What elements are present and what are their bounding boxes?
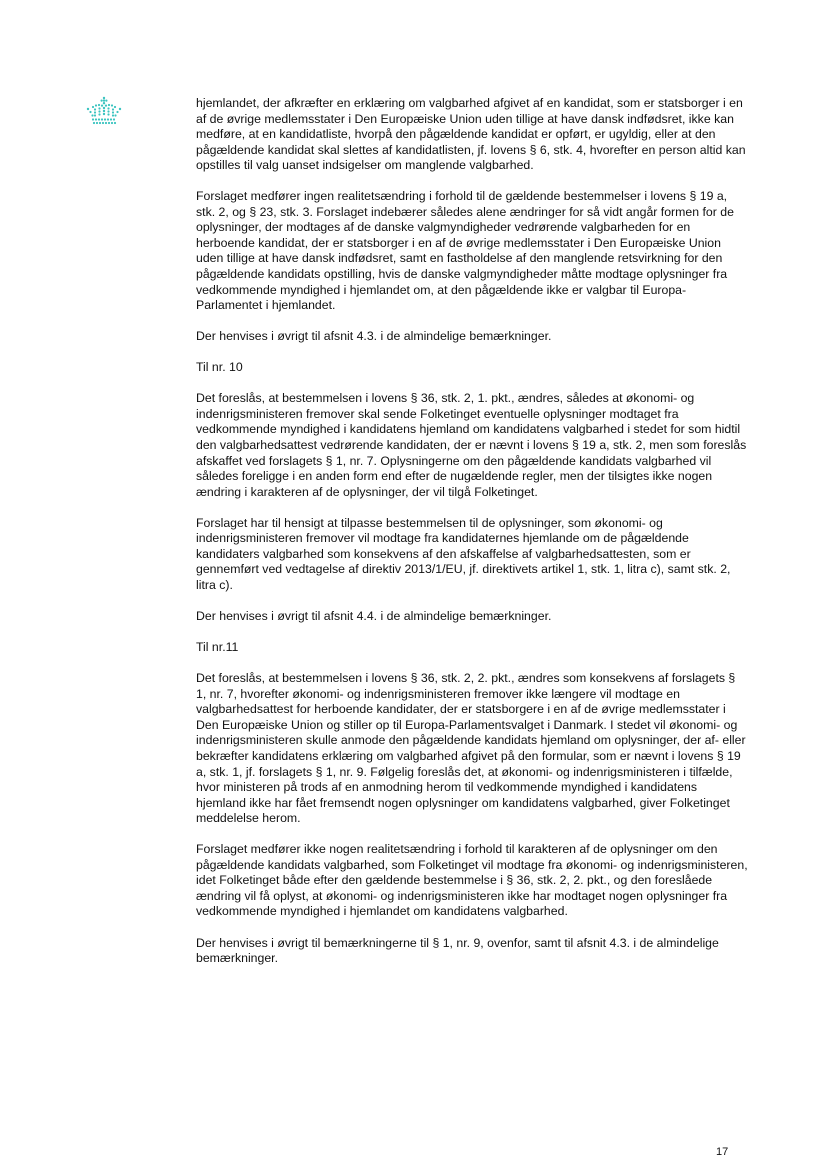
royal-crown-icon (84, 96, 124, 132)
section-heading: Til nr.11 (196, 640, 239, 655)
paragraph: hjemlandet, der afkræfter en erklæring om valgbarhed afgivet af en kandidat, som er statsborger i en af de øvrige medlemsstater i Den Europæiske Union uden tillige at have dansk indfødsret, ikke kan medføre, at en kandidatliste, hvorpå den pågældende kandidat er opført, er ugyldig, eller at den pågældende kandidat skal slettes af kandidatlisten, jf. lovens § 6, stk. 4, hvorefter en person altid kan opstilles til valg uanset indsigelser om manglende valgbarhed. (196, 96, 746, 173)
document-body (196, 96, 748, 982)
paragraph: Det foreslås, at bestemmelsen i lovens § 36, stk. 2, 2. pkt., ændres som konsekvens af forslagets § 1, nr. 7, hvorefter økonomi- og indenrigsministeren fremover ikke længere vil modtage en valgbarhedsattest for herboende kandidater, der er statsborgere i en af de øvrige medlemsstater i Den Europæiske Union og stiller op til Europa-Parlamentsvalget i Danmark. I stedet vil økonomi- og indenrigsministeren skulle anmode den pågældende kandidats hjemland om oplysninger, der af- eller bekræfter kandidatens erklæring om valgbarhed afgivet på den formular, som er nævnt i lovens § 19 a, stk. 1, jf. forslagets § 1, nr. 9. Følgelig foreslås det, at økonomi- og indenrigsministeren i tilfælde, hvor ministeren på trods af en anmodning herom til vedkommende myndighed i kandidatens hjemland ikke har fået fremsendt nogen oplysninger om kandidatens valgbarhed, giver Folketinget meddelelse herom. (196, 671, 746, 826)
paragraph: Forslaget medfører ikke nogen realitetsændring i forhold til karakteren af de oplysninger om den pågældende kandidats valgbarhed, som Folketinget vil modtage fra økonomi- og indenrigsministeren, idet Folketinget både efter den gældende bestemmelse i § 36, stk. 2, 2. pkt., og den foreslåede ændring vil få oplyst, at økonomi- og indenrigsministeren ikke har modtaget nogen oplysninger fra vedkommende myndighed i hjemlandet om kandidatens valgbarhed. (196, 842, 748, 919)
section-heading: Til nr. 10 (196, 360, 243, 375)
paragraph: Der henvises i øvrigt til afsnit 4.4. i de almindelige bemærkninger. (196, 609, 552, 624)
paragraph: Der henvises i øvrigt til afsnit 4.3. i de almindelige bemærkninger. (196, 329, 552, 344)
page-number: 17 (716, 1146, 729, 1158)
paragraph: Der henvises i øvrigt til bemærkningerne til § 1, nr. 9, ovenfor, samt til afsnit 4.3. i de almindelige bemærkninger. (196, 935, 719, 966)
paragraph: Forslaget har til hensigt at tilpasse bestemmelsen til de oplysninger, som økonomi- og indenrigsministeren fremover vil modtage fra kandidaternes hjemlande om de pågældende kandidaters valgbarhed som konsekvens af den afskaffelse af valgbarhedsattesten, som er gennemført ved vedtagelse af direktiv 2013/1/EU, jf. direktivets artikel 1, stk. 1, litra c), samt stk. 2, litra c). (196, 515, 731, 592)
paragraph: Det foreslås, at bestemmelsen i lovens § 36, stk. 2, 1. pkt., ændres, således at økonomi- og indenrigsministeren fremover skal sende Folketinget eventuelle oplysninger modtaget fra vedkommende myndighed i kandidatens hjemland om kandidatens valgbarhed i stedet for som hidtil den valgbarhedsattest vedrørende kandidaten, der er nævnt i lovens § 19 a, stk. 2, men som foreslås afskaffet ved forslagets § 1, nr. 7. Oplysningerne om den pågældende kandidats valgbarhed vil således foreligge i en anden form end efter de nugældende regler, men der tilsigtes ikke nogen ændring i karakteren af de oplysninger, der vil tilgå Folketinget. (196, 391, 747, 499)
paragraph: Forslaget medfører ingen realitetsændring i forhold til de gældende bestemmelser i lovens § 19 a, stk. 2, og § 23, stk. 3. Forslaget indebærer således alene ændringer for så vidt angår formen for de oplysninger, der modtages af de danske valgmyndigheder vedrørende valgbarheden for en herboende kandidat, der er statsborger i en af de øvrige medlemsstater i Den Europæiske Union uden tillige at have dansk indfødsret, samt en fastholdelse af den manglende retsvirkning for den pågældende kandidats opstilling, hvis de danske valgmyndigheder måtte modtage oplysninger fra vedkommende myndighed i hjemlandet om, at den pågældende ikke er valgbar til Europa-Parlamentet i hjemlandet. (196, 189, 734, 313)
